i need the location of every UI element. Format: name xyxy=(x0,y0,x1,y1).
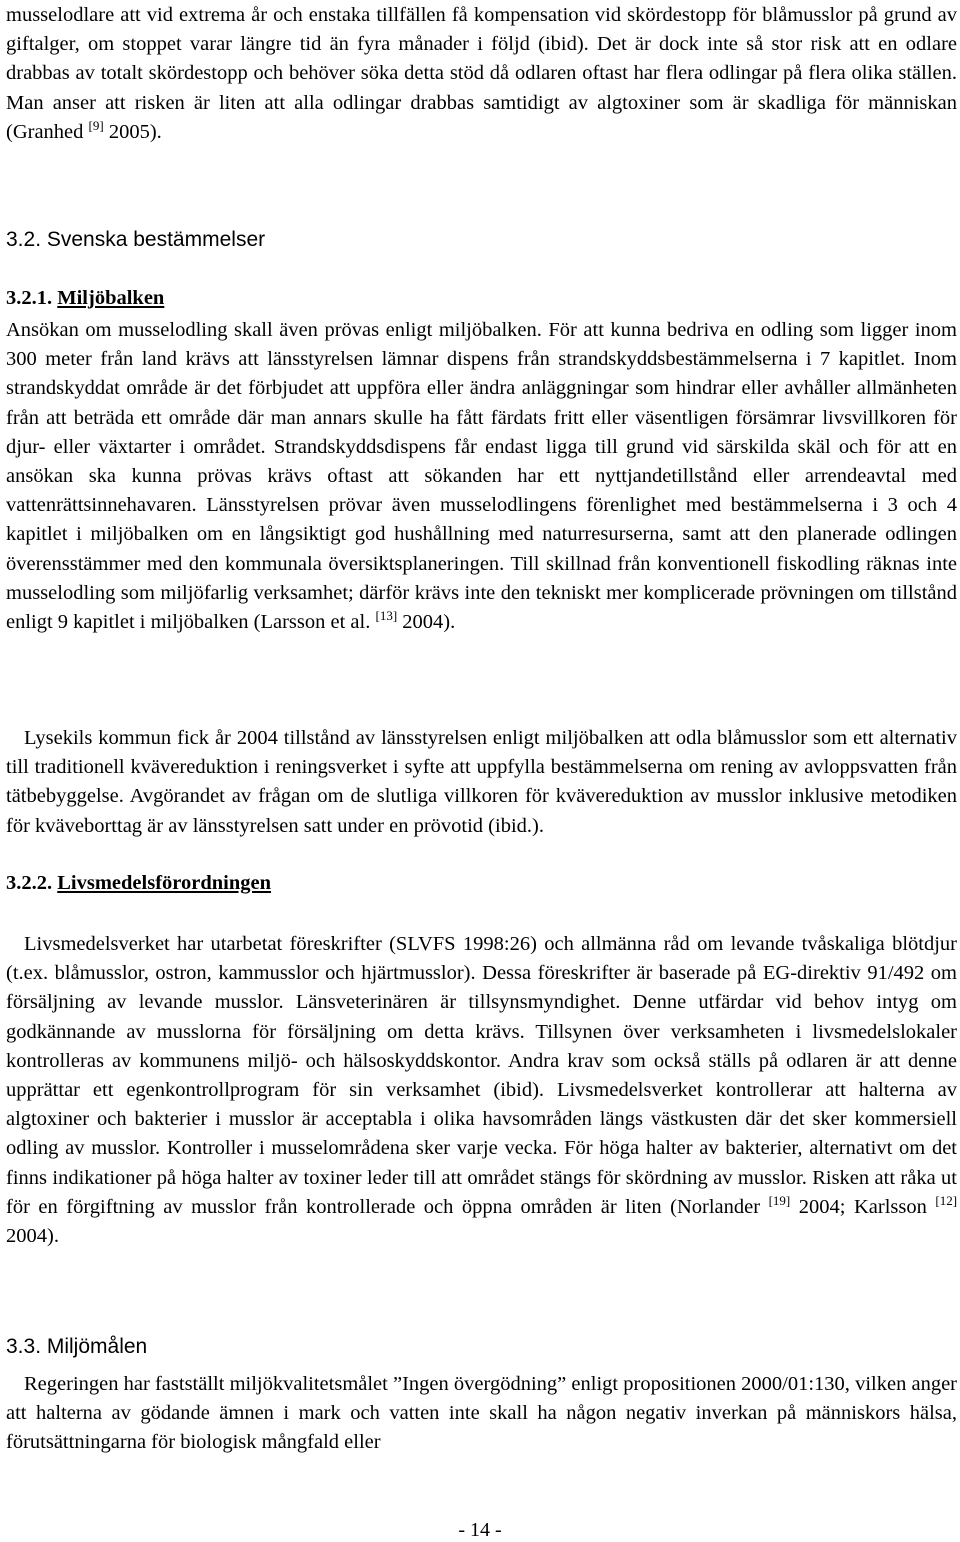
heading-number: 3.2.1. xyxy=(6,287,53,309)
paragraph-compensation xyxy=(6,1,957,147)
heading-3-2-1 xyxy=(6,284,957,312)
paragraph-text-mid: 2004; Karlsson xyxy=(798,1195,927,1218)
paragraph-livsmedel xyxy=(6,930,957,1251)
heading-3-2-2 xyxy=(6,869,957,897)
paragraph-text: musselodlare att vid extrema år och enstaka tillfällen få kompensation vid skördestopp för blåmusslor på grund av giftalger, om stoppet varar längre tid än fyra månader i följd (ibid). Det är dock inte så stor risk att en odlare drabbas av totalt skördestopp och behöver söka detta stöd då odlaren oftast har flera odlingar på flera olika ställen. Man anser att risken är liten att alla odlingar drabbas samtidigt av algtoxiner som är skadliga för människan (Granhed xyxy=(6,4,957,143)
heading-3-3: 3.3. Miljömålen xyxy=(6,1335,148,1358)
reference-granhed: [9] xyxy=(88,117,104,133)
heading-number: 3.2.2. xyxy=(6,872,53,894)
reference-norlander: [19] xyxy=(768,1192,791,1208)
page-number: - 14 - xyxy=(458,1519,502,1541)
heading-title: Miljöbalken xyxy=(57,287,165,309)
paragraph-miljobalken xyxy=(6,316,957,637)
paragraph-text-end: 2004). xyxy=(6,1225,59,1248)
paragraph-lysekil: Lysekils kommun fick år 2004 tillstånd av länsstyrelsen enligt miljöbalken att odla blåmusslor som ett alternativ till traditionell kvävereduktion i reningsverket i syfte att uppfylla bestämmelserna om rening av avloppsvatten från tätbebyggelse. Avgörandet av frågan om de slutliga villkoren för kvävereduktion av musslor inklusive metodiken för kväveborttag är av länsstyrelsen satt under en prövotid (ibid.). xyxy=(6,727,957,837)
paragraph-text: Livsmedelsverket har utarbetat föreskrifter (SLVFS 1998:26) och allmänna råd om levande tvåskaliga blötdjur (t.ex. blåmusslor, ostron, kammusslor och hjärtmusslor). Dessa föreskrifter är baserade på EG-direktiv 91/492 om försäljning av levande musslor. Länsveterinären är tillsynsmyndighet. Denne utfärdar vid behov intyg om godkännande av musslorna för försäljning om detta krävs. Tillsynen över verksamheten i livsmedelslokaler kontrolleras av kommunens miljö- och hälsoskyddskontor. Andra krav som också ställs på odlaren är att denne upprättar ett egenkontrollprogram för sin verksamhet (ibid). Livsmedelsverket kontrollerar att halterna av algtoxiner och bakterier i musslor är acceptabla i olika havsområden längs västkusten där det sker kommersiell odling av musslor. Kontroller i musselområdena sker varje vecka. För höga halter av bakterier, alternativt om det finns indikationer på höga halter av toxiner leder till att området stängs för skördning av musslor. Risken att råka ut för en förgiftning av musslor från kontrollerade och öppna områden är liten (Norlander xyxy=(6,933,957,1218)
heading-3-2: 3.2. Svenska bestämmelser xyxy=(6,228,266,251)
reference-larsson: [13] xyxy=(375,608,398,624)
paragraph-miljomal: Regeringen har fastställt miljökvalitetsmålet ”Ingen övergödning” enligt propositionen 2000/01:130, vilken anger att halterna av gödande ämnen i mark och vatten inte skall ha någon negativ inverkan på människors hälsa, förutsättningarna för biologisk mångfald eller xyxy=(6,1373,957,1454)
heading-title: Livsmedelsförordningen xyxy=(57,872,271,894)
paragraph-text-end: 2004). xyxy=(402,611,456,634)
paragraph-text: Ansökan om musselodling skall även prövas enligt miljöbalken. För att kunna bedriva en odling som ligger inom 300 meter från land krävs att länsstyrelsen lämnar dispens från strandskyddsbestämmelserna i 7 kapitlet. Inom strandskyddat område är det förbjudet att uppföra eller ändra anläggningar som hindrar eller avhåller allmänheten från att beträda ett område där man annars skulle ha fått färdats fritt eller väsentligen försämrar livsvillkoren för djur- eller växtarter i området. Strandskyddsdispens får endast ligga till grund vid särskilda skäl och för att en ansökan ska kunna prövas krävs oftast att sökanden har ett nyttjandetillstånd eller arrendeavtal med vattenrättsinnehavaren. Länsstyrelsen prövar även musselodlingens förenlighet med bestämmelserna i 3 och 4 kapitlet i miljöbalken om en långsiktigt god hushållning med naturresurserna, samt att den planerade odlingen överensstämmer med den kommunala översiktsplaneringen. Till skillnad från konventionell fiskodling räknas inte musselodling som miljöfarlig verksamhet; därför krävs inte den tekniskt mer komplicerade prövningen om tillstånd enligt 9 kapitlet i miljöbalken (Larsson et al. xyxy=(6,319,957,634)
paragraph-text-end: 2005). xyxy=(108,120,162,143)
reference-karlsson: [12] xyxy=(935,1192,958,1208)
